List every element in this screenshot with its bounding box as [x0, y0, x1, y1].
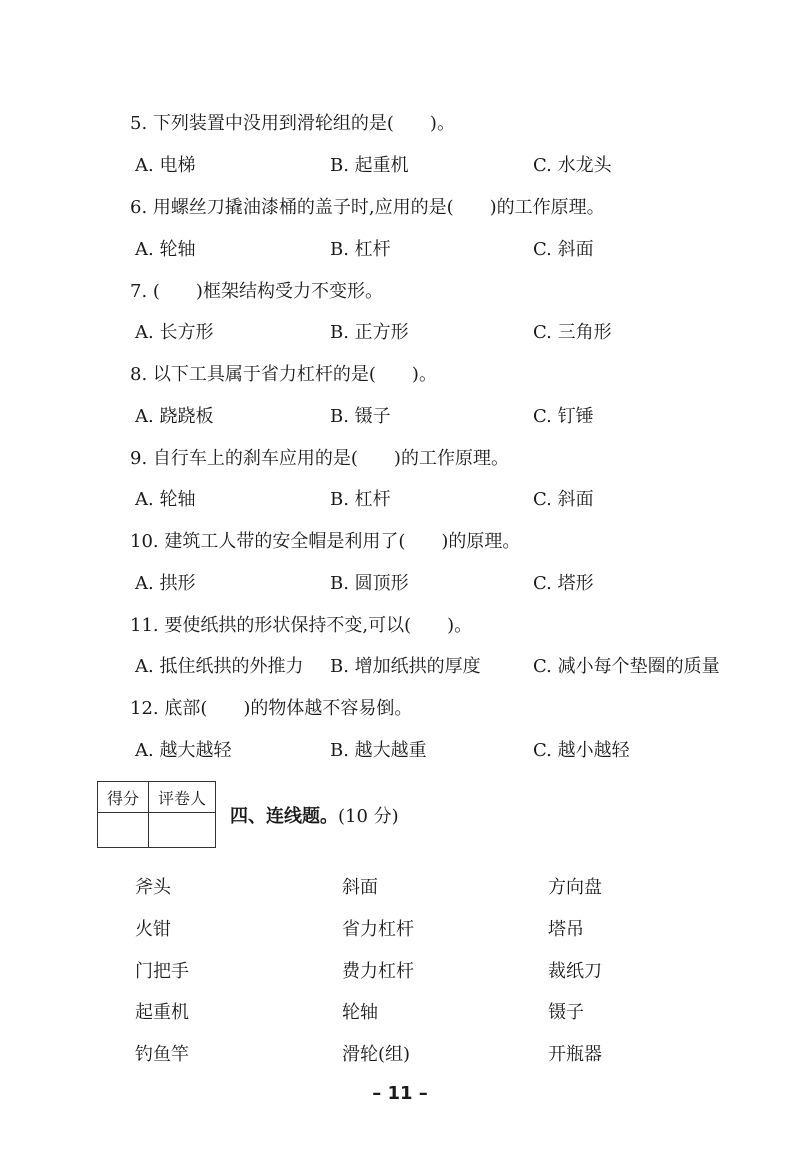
option-b: B. 镊子 [330, 406, 391, 427]
option-b: B. 增加纸拱的厚度 [330, 656, 481, 677]
option-b: B. 杠杆 [330, 489, 391, 510]
match-item-left: 钓鱼竿 [135, 1044, 189, 1065]
match-item-right: 塔吊 [548, 919, 584, 940]
option-a: A. 越大越轻 [135, 740, 232, 761]
option-a: A. 拱形 [135, 573, 196, 594]
grader-cell [149, 813, 216, 848]
match-item-left: 火钳 [135, 919, 171, 940]
option-b: B. 正方形 [330, 322, 409, 343]
option-c: C. 钉锤 [533, 406, 594, 427]
match-item-middle: 轮轴 [342, 1002, 378, 1023]
section-title: 四、连线题。 [230, 806, 338, 827]
option-b: B. 圆顶形 [330, 573, 409, 594]
section-points: (10 分) [338, 806, 399, 827]
option-a: A. 长方形 [135, 322, 214, 343]
match-item-middle: 滑轮(组) [342, 1044, 411, 1065]
match-item-middle: 省力杠杆 [342, 919, 414, 940]
score-table [97, 781, 216, 848]
option-c: C. 越小越轻 [533, 740, 630, 761]
match-item-right: 开瓶器 [548, 1044, 602, 1065]
section-heading [230, 806, 399, 828]
option-b: B. 越大越重 [330, 740, 427, 761]
score-label: 得分 [98, 782, 149, 813]
score-cell [98, 813, 149, 848]
option-c: C. 减小每个垫圈的质量 [533, 656, 720, 677]
match-item-left: 斧头 [135, 877, 171, 898]
option-a: A. 轮轴 [135, 239, 196, 260]
question-stem: 5. 下列装置中没用到滑轮组的是( )。 [130, 113, 455, 134]
option-a: A. 抵住纸拱的外推力 [135, 656, 304, 677]
option-c: C. 斜面 [533, 489, 594, 510]
match-item-middle: 费力杠杆 [342, 961, 414, 982]
match-item-left: 门把手 [135, 961, 189, 982]
grader-label: 评卷人 [149, 782, 216, 813]
option-c: C. 三角形 [533, 322, 612, 343]
option-b: B. 杠杆 [330, 239, 391, 260]
question-stem: 12. 底部( )的物体越不容易倒。 [130, 698, 413, 719]
match-item-right: 裁纸刀 [548, 961, 602, 982]
page-number: – 11 – [372, 1083, 428, 1104]
option-b: B. 起重机 [330, 155, 409, 176]
match-item-right: 方向盘 [548, 877, 602, 898]
option-c: C. 塔形 [533, 573, 594, 594]
question-stem: 7. ( )框架结构受力不变形。 [130, 281, 383, 302]
question-stem: 6. 用螺丝刀撬油漆桶的盖子时,应用的是( )的工作原理。 [130, 197, 605, 218]
match-item-left: 起重机 [135, 1002, 189, 1023]
question-stem: 11. 要使纸拱的形状保持不变,可以( )。 [130, 615, 473, 636]
question-stem: 8. 以下工具属于省力杠杆的是( )。 [130, 364, 437, 385]
question-stem: 9. 自行车上的刹车应用的是( )的工作原理。 [130, 448, 509, 469]
option-a: A. 轮轴 [135, 489, 196, 510]
option-a: A. 跷跷板 [135, 406, 214, 427]
match-item-right: 镊子 [548, 1002, 584, 1023]
question-stem: 10. 建筑工人带的安全帽是利用了( )的原理。 [130, 531, 521, 552]
match-item-middle: 斜面 [342, 877, 378, 898]
option-c: C. 水龙头 [533, 155, 612, 176]
option-c: C. 斜面 [533, 239, 594, 260]
option-a: A. 电梯 [135, 155, 196, 176]
